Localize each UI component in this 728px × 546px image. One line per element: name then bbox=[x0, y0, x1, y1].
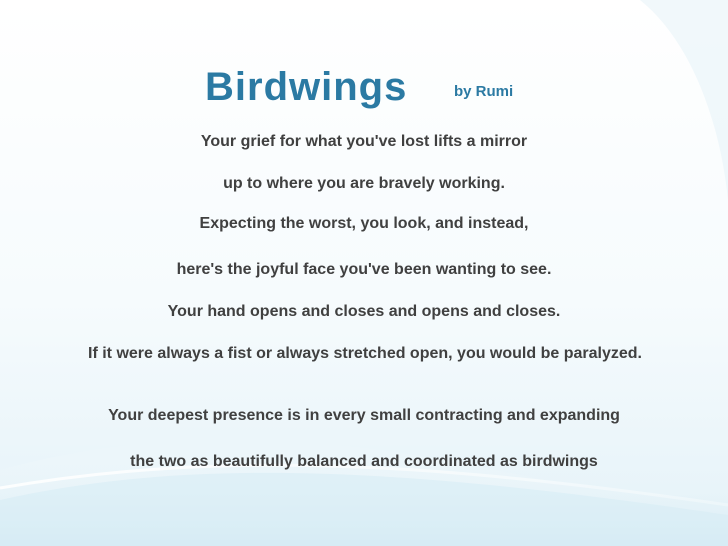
poem-line-4: here's the joyful face you've been wanting to see. bbox=[176, 261, 552, 278]
poem-line-8: the two as beautifully balanced and coordinated as birdwings bbox=[130, 453, 598, 470]
poem-line-1: Your grief for what you've lost lifts a mirror bbox=[200, 133, 528, 150]
poem-line-7: Your deepest presence is in every small contracting and expanding bbox=[108, 407, 620, 424]
slide-author: by Rumi bbox=[454, 83, 514, 100]
slide-title: Birdwings bbox=[205, 65, 408, 109]
poem-line-6: If it were always a fist or always stretched open, you would be paralyzed. bbox=[88, 345, 642, 362]
poem-line-2: up to where you are bravely working. bbox=[223, 175, 505, 192]
poem-line-5: Your hand opens and closes and opens and closes. bbox=[167, 303, 561, 320]
poem-line-3: Expecting the worst, you look, and instead, bbox=[199, 215, 529, 232]
title-row bbox=[0, 62, 728, 112]
